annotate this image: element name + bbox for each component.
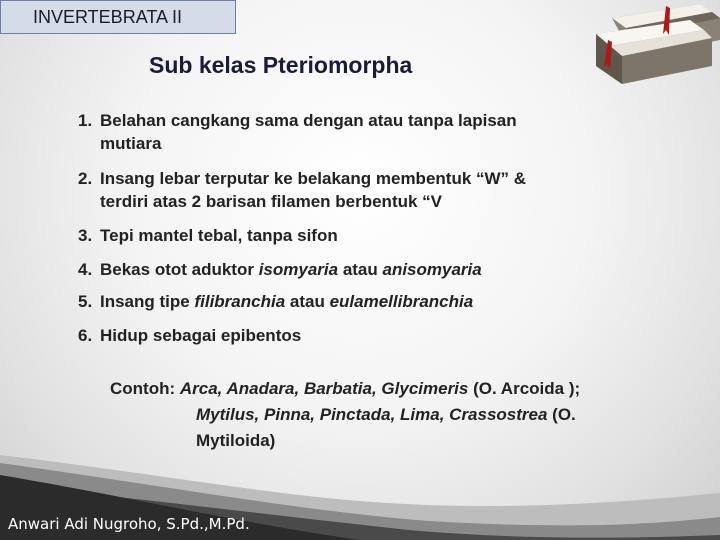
- example-block: [110, 376, 680, 454]
- example-order: (O. Arcoida );: [468, 379, 581, 398]
- course-title-tab: INVERTEBRATA II: [0, 0, 236, 34]
- list-item: 3. Tepi mantel tebal, tanpa sifon: [78, 226, 338, 245]
- example-label: Contoh:: [110, 379, 180, 398]
- author-name: Anwari Adi Nugroho, S.Pd.,M.Pd.: [8, 515, 250, 533]
- list-item: 4. Bekas otot aduktor isomyaria atau anisomyaria: [78, 260, 482, 279]
- books-icon: [582, 0, 720, 84]
- example-order: (O.: [547, 405, 576, 424]
- example-genera: Arca, Anadara, Barbatia, Glycimeris: [179, 379, 469, 398]
- example-genera: Mytilus, Pinna, Pinctada, Lima, Crassostrea: [196, 405, 548, 424]
- list-item: 6. Hidup sebagai epibentos: [78, 326, 302, 345]
- list-item: 1. Belahan cangkang sama dengan atau tanpa lapisan mutiara: [78, 111, 517, 153]
- list-item: 2. Insang lebar terputar ke belakang membentuk “W” & terdiri atas 2 barisan filamen berbentuk “V: [78, 169, 527, 211]
- example-order: Mytiloida): [196, 431, 276, 450]
- slide-title: Sub kelas Pteriomorpha: [149, 52, 413, 78]
- list-item: 5. Insang tipe filibranchia atau eulamellibranchia: [78, 292, 474, 311]
